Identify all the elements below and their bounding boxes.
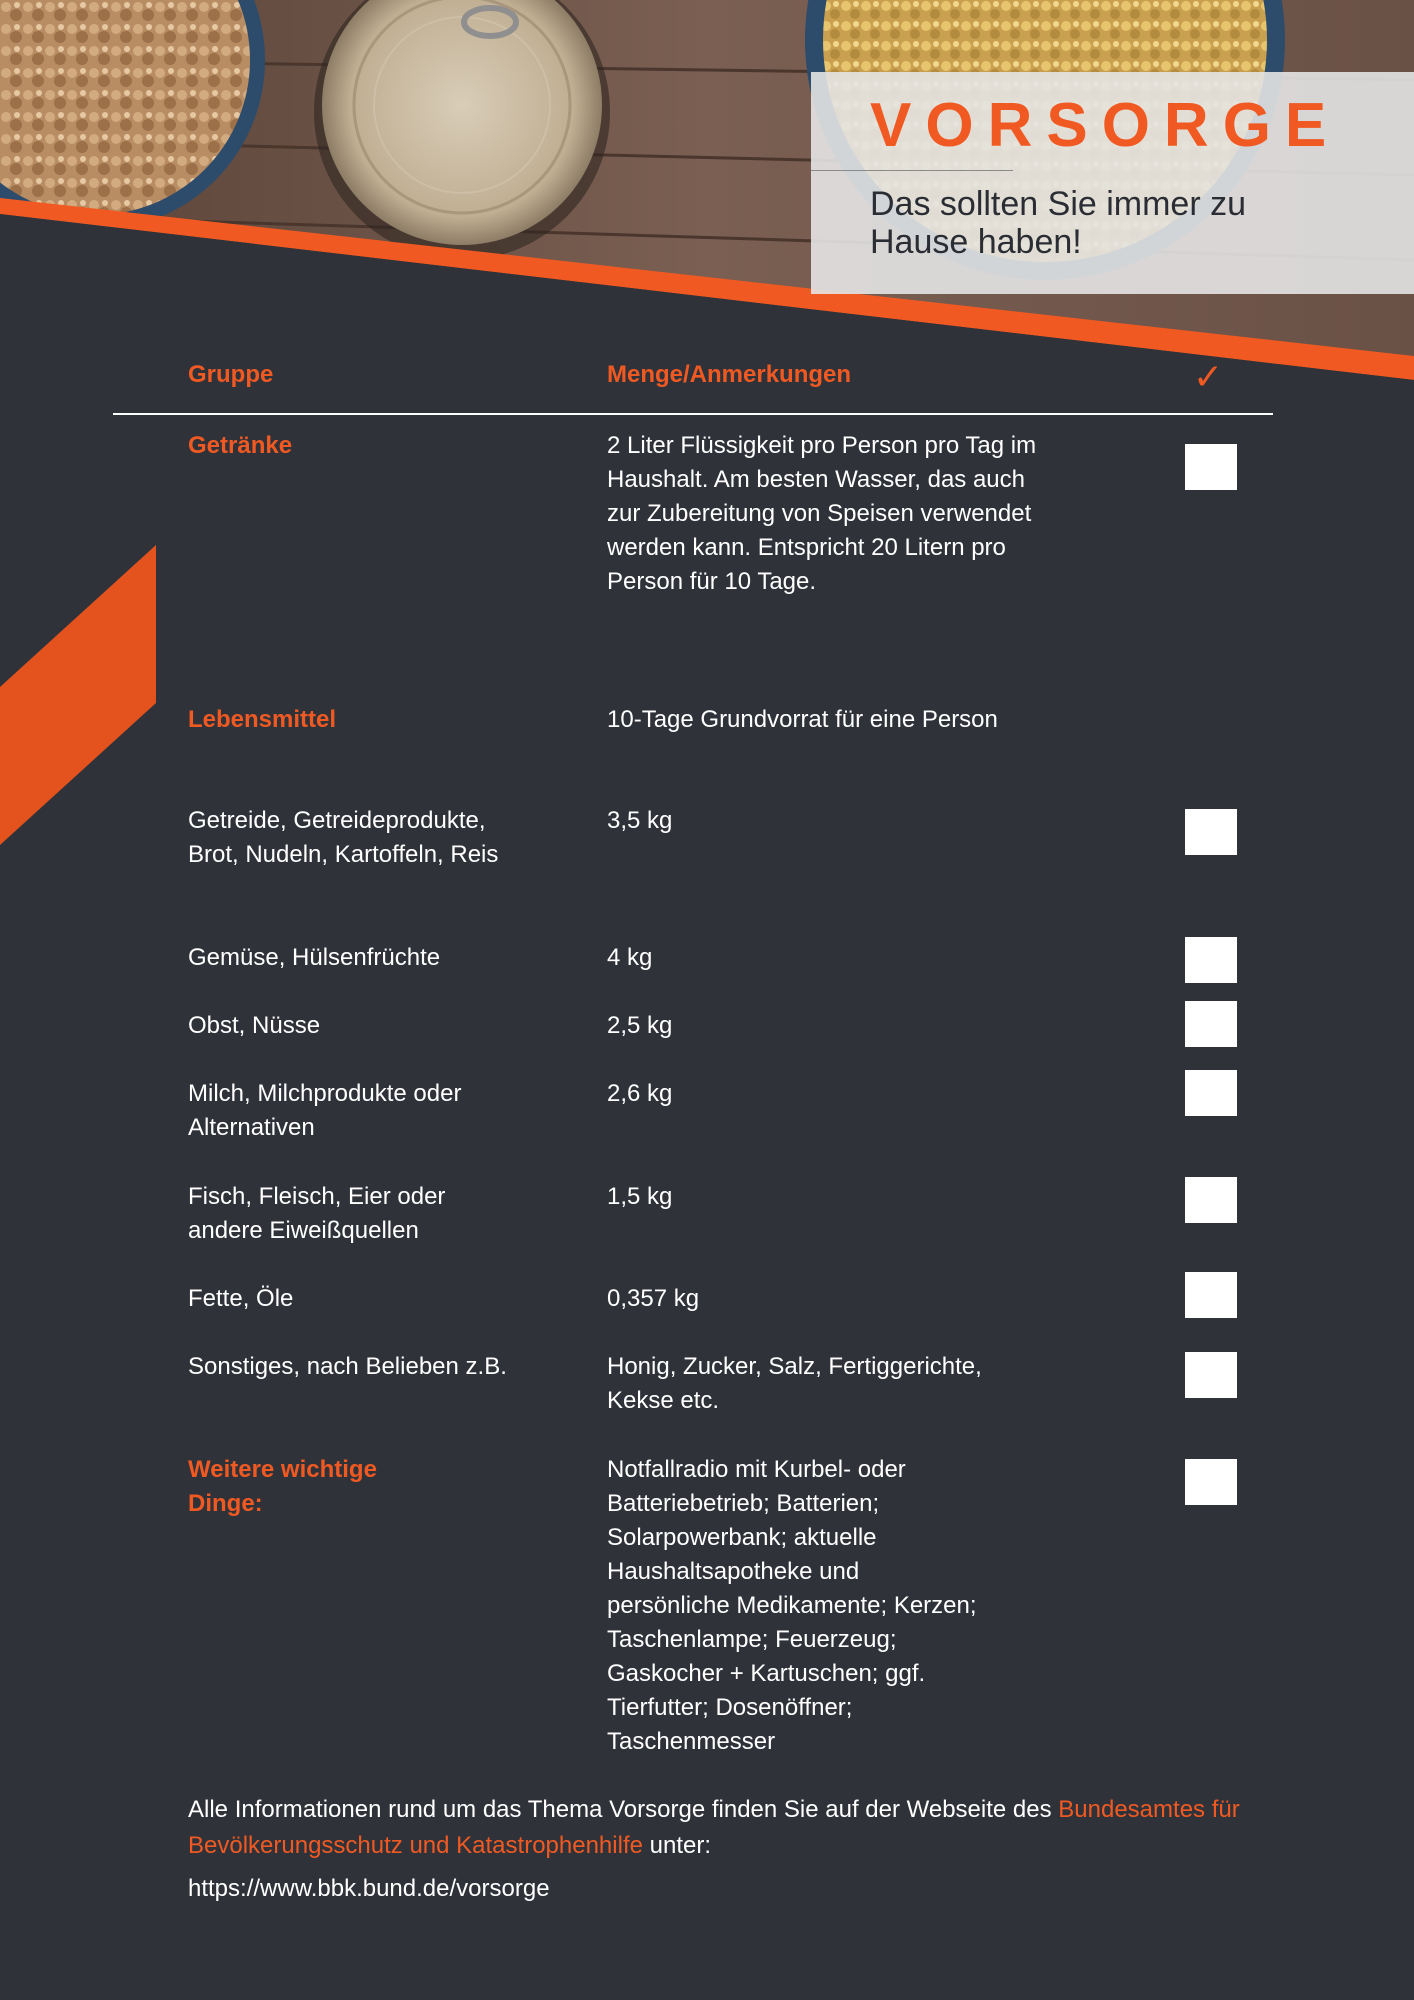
row-note-other-items: Notfallradio mit Kurbel- oder Batteriebetrieb; Batterien; Solarpowerbank; aktuelle Haushaltsapotheke und persönliche Medikamente; Kerzen; Taschenlampe; Feuerzeug; Gaskocher + Kartuschen; ggf. Tierfutter; Dosenöffner; Taschenmesser — [607, 1456, 977, 1755]
checkbox-dairy[interactable] — [1185, 1070, 1237, 1116]
header-divider — [113, 413, 1273, 415]
row-note-dairy: 2,6 kg — [607, 1080, 673, 1107]
row-group-drinks: Getränke — [188, 432, 293, 459]
checkbox-misc[interactable] — [1185, 1352, 1237, 1398]
footer-text-after: unter: — [642, 1832, 712, 1859]
row-note-food: 10-Tage Grundvorrat für eine Person — [607, 706, 998, 733]
row-note-vegetables: 4 kg — [607, 944, 653, 971]
column-header-quantity: Menge/Anmerkungen — [607, 361, 852, 388]
row-group-grains: Getreide, Getreideprodukte, Brot, Nudeln, Kartoffeln, Reis — [188, 807, 499, 868]
checkbox-other-items[interactable] — [1185, 1459, 1237, 1505]
footer-url-link[interactable]: https://www.bbk.bund.de/vorsorge — [188, 1875, 550, 1902]
checkbox-fats[interactable] — [1185, 1272, 1237, 1318]
row-note-fruit: 2,5 kg — [607, 1012, 673, 1039]
page-title: VORSORGE — [870, 91, 1341, 160]
title-divider — [811, 170, 1013, 171]
row-group-vegetables: Gemüse, Hülsenfrüchte — [188, 944, 441, 971]
checkbox-fruit[interactable] — [1185, 1001, 1237, 1047]
row-note-grains: 3,5 kg — [607, 807, 673, 834]
row-group-fruit: Obst, Nüsse — [188, 1012, 321, 1039]
row-group-fats: Fette, Öle — [188, 1285, 294, 1312]
row-group-food: Lebensmittel — [188, 706, 337, 733]
row-group-misc: Sonstiges, nach Belieben z.B. — [188, 1353, 507, 1380]
row-group-protein: Fisch, Fleisch, Eier oder andere Eiweißquellen — [188, 1183, 446, 1244]
footer-info — [188, 1792, 1348, 1864]
column-header-check-icon: ✓ — [1193, 356, 1224, 397]
row-note-misc: Honig, Zucker, Salz, Fertiggerichte, Kekse etc. — [607, 1353, 982, 1414]
row-note-protein: 1,5 kg — [607, 1183, 673, 1210]
page-subtitle: Das sollten Sie immer zu Hause haben! — [870, 185, 1247, 261]
row-note-drinks: 2 Liter Flüssigkeit pro Person pro Tag im Haushalt. Am besten Wasser, das auch zur Zubereitung von Speisen verwendet werden kann. Entspricht 20 Litern pro Person für 10 Tage. — [607, 432, 1037, 595]
footer-agency-link[interactable]: Bundesamtes für Bevölkerungsschutz und Katastrophenhilfe — [188, 1796, 1240, 1859]
row-group-dairy: Milch, Milchprodukte oder Alternativen — [188, 1080, 462, 1141]
checkbox-protein[interactable] — [1185, 1177, 1237, 1223]
checkbox-vegetables[interactable] — [1185, 937, 1237, 983]
footer-text-before: Alle Informationen rund um das Thema Vorsorge finden Sie auf der Webseite des — [188, 1796, 1059, 1823]
row-group-other-items: Weitere wichtige Dinge: — [188, 1456, 377, 1517]
left-accent-shape — [0, 545, 160, 845]
column-header-group: Gruppe — [188, 361, 274, 388]
row-note-fats: 0,357 kg — [607, 1285, 700, 1312]
checkbox-drinks[interactable] — [1185, 444, 1237, 490]
checkbox-grains[interactable] — [1185, 809, 1237, 855]
